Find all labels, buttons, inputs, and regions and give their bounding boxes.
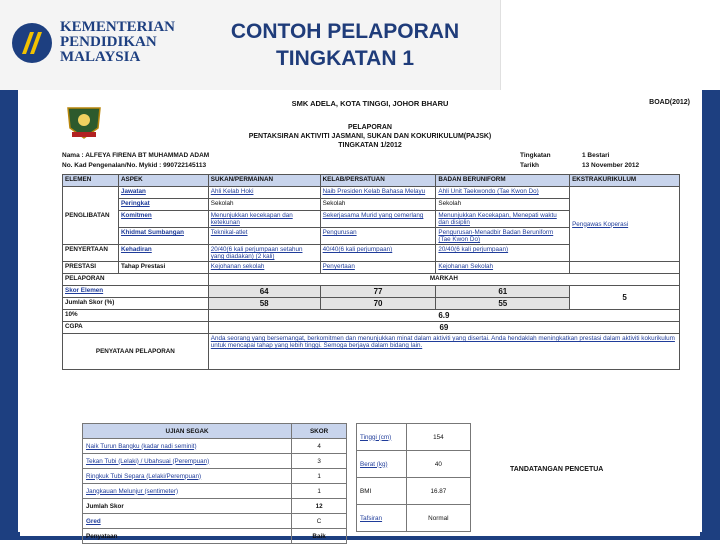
table-row xyxy=(63,262,680,274)
table-row xyxy=(83,469,347,484)
school-crest-icon xyxy=(64,106,104,140)
tarikh-value: 13 November 2012 xyxy=(582,162,640,169)
table-row xyxy=(63,310,680,322)
col-header: UJIAN SEGAK xyxy=(83,424,292,439)
skor-value: 77 xyxy=(320,286,436,298)
cell: Jumlah Skor xyxy=(83,499,292,514)
cell: 12 xyxy=(292,499,347,514)
ministry-line-1: KEMENTERIAN xyxy=(60,19,176,35)
col-header: BADAN BERUNIFORM xyxy=(436,175,570,187)
table-row xyxy=(357,424,471,451)
ekstrakurikulum-cell: Pengawas Koperasi xyxy=(570,187,680,262)
cell: Ahli Kelab Hoki xyxy=(208,187,320,199)
aspek-peringkat: Peringkat xyxy=(118,199,208,211)
table-row xyxy=(83,484,347,499)
cell: Naib Presiden Kelab Bahasa Melayu xyxy=(320,187,436,199)
report-heading-line-3: TINGKATAN 1/2012 xyxy=(338,142,402,149)
cell: Sekolah xyxy=(320,199,436,211)
cell: Tinggi (cm) xyxy=(357,424,407,451)
table-row xyxy=(63,274,680,286)
cell: 40/40(6 kali perjumpaan) xyxy=(320,245,436,262)
table-row xyxy=(357,505,471,532)
skor-value: 61 xyxy=(436,286,570,298)
p10-label: 10% xyxy=(63,310,209,322)
ujian-header-row xyxy=(83,424,347,439)
table-row xyxy=(357,478,471,505)
col-header: EKSTRAKURIKULUM xyxy=(570,175,680,187)
jumlah-value: 58 xyxy=(208,298,320,310)
cell: Kejohanan sekolah xyxy=(208,262,320,274)
cell: 1 xyxy=(292,484,347,499)
ministry-crest-icon xyxy=(10,20,54,66)
cell: Kejohanan Sekolah xyxy=(436,262,570,274)
ministry-line-2: PENDIDIKAN xyxy=(60,34,157,50)
skor-value: 5 xyxy=(570,286,680,310)
cell: Gred xyxy=(83,514,292,529)
aspek-prestasi: Tahap Prestasi xyxy=(118,262,208,274)
table-row xyxy=(83,529,347,544)
cell: Normal xyxy=(406,505,470,532)
tarikh-label: Tarikh xyxy=(520,162,540,169)
table-row xyxy=(63,334,680,370)
cell: Berat (kg) xyxy=(357,451,407,478)
pernyataan-text: Anda seorang yang bersemangat, berkomitmen dan menunjukkan minat dalam aktiviti yang disertai. Anda hendaklah meningkatkan prestasi dalam aktiviti kokurikulum untuk mencapai tahap yang lebih tinggi. Semoga berjaya dalam bidang lain. xyxy=(208,334,679,370)
pajsk-table xyxy=(62,174,680,370)
pernyataan-label: PENYATAAN PELAPORAN xyxy=(63,334,209,370)
table-header-row xyxy=(63,175,680,187)
cgpa-value: 69 xyxy=(208,322,679,334)
p10-value: 6.9 xyxy=(208,310,679,322)
elemen-prestasi: PRESTASI xyxy=(63,262,119,274)
right-accent-strip xyxy=(702,90,720,540)
cell: Ringkuk Tubi Separa (Lelaki/Perempuan) xyxy=(83,469,292,484)
cell: Tekan Tubi (Lelaki) / Ubahsuai (Perempuan) xyxy=(83,454,292,469)
report-heading xyxy=(220,123,520,150)
elemen-pelaporan: PELAPORAN xyxy=(63,274,209,286)
cell: Penyataan xyxy=(83,529,292,544)
cell: Penyertaan xyxy=(320,262,436,274)
cell: 3 xyxy=(292,454,347,469)
markah-label: MARKAH xyxy=(208,274,679,286)
elemen-penglibatan: PENGLIBATAN xyxy=(63,187,119,245)
cell: 4 xyxy=(292,439,347,454)
student-ic: No. Kad Pengenalan/No. Mykid : 990722145113 xyxy=(62,162,207,169)
ministry-name xyxy=(60,20,175,65)
aspek-kehadiran: Kehadiran xyxy=(118,245,208,262)
slide-title-line-2: TINGKATAN 1 xyxy=(275,47,415,70)
col-header: SUKAN/PERMAINAN xyxy=(208,175,320,187)
aspek-khidmat: Khidmat Sumbangan xyxy=(118,228,208,245)
table-row xyxy=(83,514,347,529)
skor-value: 64 xyxy=(208,286,320,298)
cell: Menunjukkan kecekapan dan ketekunan xyxy=(208,211,320,228)
table-row xyxy=(83,499,347,514)
student-name: Nama : ALFEYA FIRENA BT MUHAMMAD ADAM xyxy=(62,152,210,159)
report-document xyxy=(20,96,700,540)
cell: 1 xyxy=(292,469,347,484)
cell: 16.87 xyxy=(406,478,470,505)
cell: Sekolah xyxy=(436,199,570,211)
cell: 154 xyxy=(406,424,470,451)
cell: 20/40(6 kali perjumpaan) xyxy=(436,245,570,262)
jumlah-value: 55 xyxy=(436,298,570,310)
slide-title-line-1: CONTOH PELAPORAN xyxy=(230,20,460,43)
cell: Baik xyxy=(292,529,347,544)
skor-label: Skor Elemen xyxy=(63,286,209,298)
col-header: SKOR xyxy=(292,424,347,439)
cell: Pengurusan-Menadbir Badan Beruniform (Tae Kwon Do) xyxy=(436,228,570,245)
cell: Sekerjasama Murid yang cemerlang xyxy=(320,211,436,228)
signature-label: TANDATANGAN PENCETUA xyxy=(510,466,604,473)
table-row xyxy=(63,187,680,199)
reference-code: BOAD(2012) xyxy=(649,99,690,106)
jumlah-value: 70 xyxy=(320,298,436,310)
jumlah-label: Jumlah Skor (%) xyxy=(63,298,209,310)
ministry-line-3: MALAYSIA xyxy=(60,49,141,65)
aspek-komitmen: Komitmen xyxy=(118,211,208,228)
tingkatan-label: Tingkatan xyxy=(520,152,551,159)
cell: 20/40(6 kali perjumpaan setahun yang diadakan) (2 kali) xyxy=(208,245,320,262)
slide-header xyxy=(0,0,720,90)
col-header: ELEMEN xyxy=(63,175,119,187)
cell: Menunjukkan Kecekapan, Menepati waktu dan disiplin xyxy=(436,211,570,228)
cell: Pengurusan xyxy=(320,228,436,245)
elemen-penyertaan: PENYERTAAN xyxy=(63,245,119,262)
cell: Sekolah xyxy=(208,199,320,211)
report-heading-line-1: PELAPORAN xyxy=(348,124,392,131)
aspek-jawatan: Jawatan xyxy=(118,187,208,199)
slide-title xyxy=(205,18,485,72)
cgpa-label: CGPA xyxy=(63,322,209,334)
cell: Tafsiran xyxy=(357,505,407,532)
ministry-logo-box xyxy=(0,0,501,90)
school-name: SMK ADELA, KOTA TINGGI, JOHOR BHARU xyxy=(291,99,449,108)
col-header: KELAB/PERSATUAN xyxy=(320,175,436,187)
cell: Teknikal-atlet xyxy=(208,228,320,245)
report-heading-line-2: PENTAKSIRAN AKTIVITI JASMANI, SUKAN DAN KOKURIKULUM(PAJSK) xyxy=(248,133,492,140)
cell: Jangkauan Melunjur (sentimeter) xyxy=(83,484,292,499)
table-row xyxy=(63,286,680,298)
cell xyxy=(570,262,680,274)
cell: C xyxy=(292,514,347,529)
cell: 40 xyxy=(406,451,470,478)
body-measurement-table xyxy=(356,423,471,532)
left-accent-strip xyxy=(0,90,18,540)
tingkatan-value: 1 Bestari xyxy=(582,152,610,159)
ujian-segak-table xyxy=(82,423,347,544)
table-row xyxy=(83,439,347,454)
table-row xyxy=(83,454,347,469)
cell: Naik Turun Bangku (kadar nadi seminit) xyxy=(83,439,292,454)
col-header: ASPEK xyxy=(118,175,208,187)
table-row xyxy=(63,322,680,334)
table-row xyxy=(357,451,471,478)
cell: BMI xyxy=(357,478,407,505)
cell: Ahli Unit Taekwondo (Tae Kwon Do) xyxy=(436,187,570,199)
